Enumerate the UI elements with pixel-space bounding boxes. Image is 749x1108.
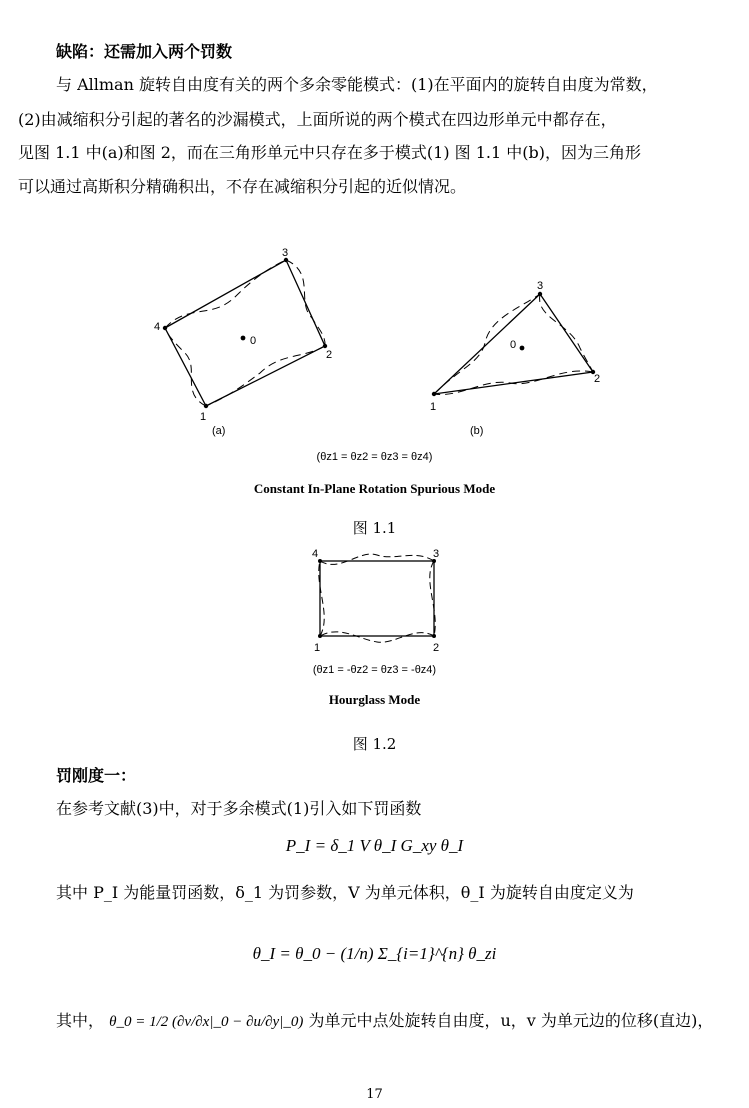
figure2-equation: (θz1 = -θz2 = θz3 = -θz4) [312,664,437,676]
figure1-equation: (θz1 = θz2 = θz3 = θz4) [316,451,433,463]
node-label: 1 [200,411,207,423]
figure1-title: Constant In-Plane Rotation Spurious Mode [253,481,496,496]
last-line-formula: θ_0 = 1/2 (∂v/∂x|_0 − ∂u/∂y|_0) [109,1014,304,1030]
node-dot [432,392,436,396]
last-line-prefix: 其中， [56,1011,105,1030]
hourglass-bottom [320,632,434,642]
node-label: 1 [314,642,321,654]
center-label: 0 [250,335,257,347]
center-dot [241,336,246,341]
panel-label: (b) [470,425,484,437]
penalty-intro: 在参考文献(3)中，对于多余模式(1)引入如下罚函数 [56,799,422,818]
hourglass-top [320,554,434,564]
node-dot [432,634,436,638]
node-label: 3 [282,248,289,259]
rect-element-outline [320,561,434,636]
figure-1-1-diagram [140,248,620,440]
node-dot [204,404,208,408]
where-line: 其中 P_I 为能量罚函数，δ_1 为罚参数，V 为单元体积，θ_I 为旋转自由度定义为 [56,883,634,902]
last-line-suffix: 为单元中点处旋转自由度，u，v 为单元边的位移(直边)， [308,1011,714,1030]
node-label: 2 [594,373,601,385]
page-number: 17 [366,1087,383,1102]
para1-line4: 可以通过高斯积分精确积出，不存在减缩积分引起的近似情况。 [18,177,467,196]
node-label: 3 [433,548,440,560]
last-line [56,1003,749,1040]
node-label: 4 [312,548,319,560]
equation-1: P_I = δ_1 V θ_I G_xy θ_I [285,836,464,855]
center-dot [520,346,525,351]
figure1-caption: 图 1.1 [352,519,397,537]
penalty-heading: 罚刚度一： [56,766,137,785]
equation-2: θ_I = θ_0 − (1/n) Σ_{i=1}^{n} θ_zi [252,944,497,963]
node-dot [318,634,322,638]
quad-element-outline [165,260,325,406]
section-heading: 缺陷：还需加入两个罚数 [56,42,233,61]
node-dot [318,559,322,563]
para1-line3: 见图 1.1 中(a)和图 2，而在三角形单元中只存在多于模式(1) 图 1.1 中(b)，因为三角形 [18,143,642,162]
node-label: 4 [154,321,161,333]
figure2-caption: 图 1.2 [352,735,397,753]
node-label: 2 [326,349,333,361]
figure-1-2-diagram [300,545,460,657]
node-dot [323,344,327,348]
center-label: 0 [510,339,517,351]
node-label: 2 [433,642,440,654]
node-label: 1 [430,401,437,413]
panel-label: (a) [212,425,226,437]
figure2-title: Hourglass Mode [328,692,421,707]
node-dot [163,326,167,330]
para1-line1: 与 Allman 旋转自由度有关的两个多余零能模式：(1)在平面内的旋转自由度为常数， [56,75,658,94]
node-dot [538,292,542,296]
para1-line2: (2)由减缩积分引起的著名的沙漏模式，上面所说的两个模式在四边形单元中都存在， [18,110,617,129]
node-label: 3 [537,280,544,292]
